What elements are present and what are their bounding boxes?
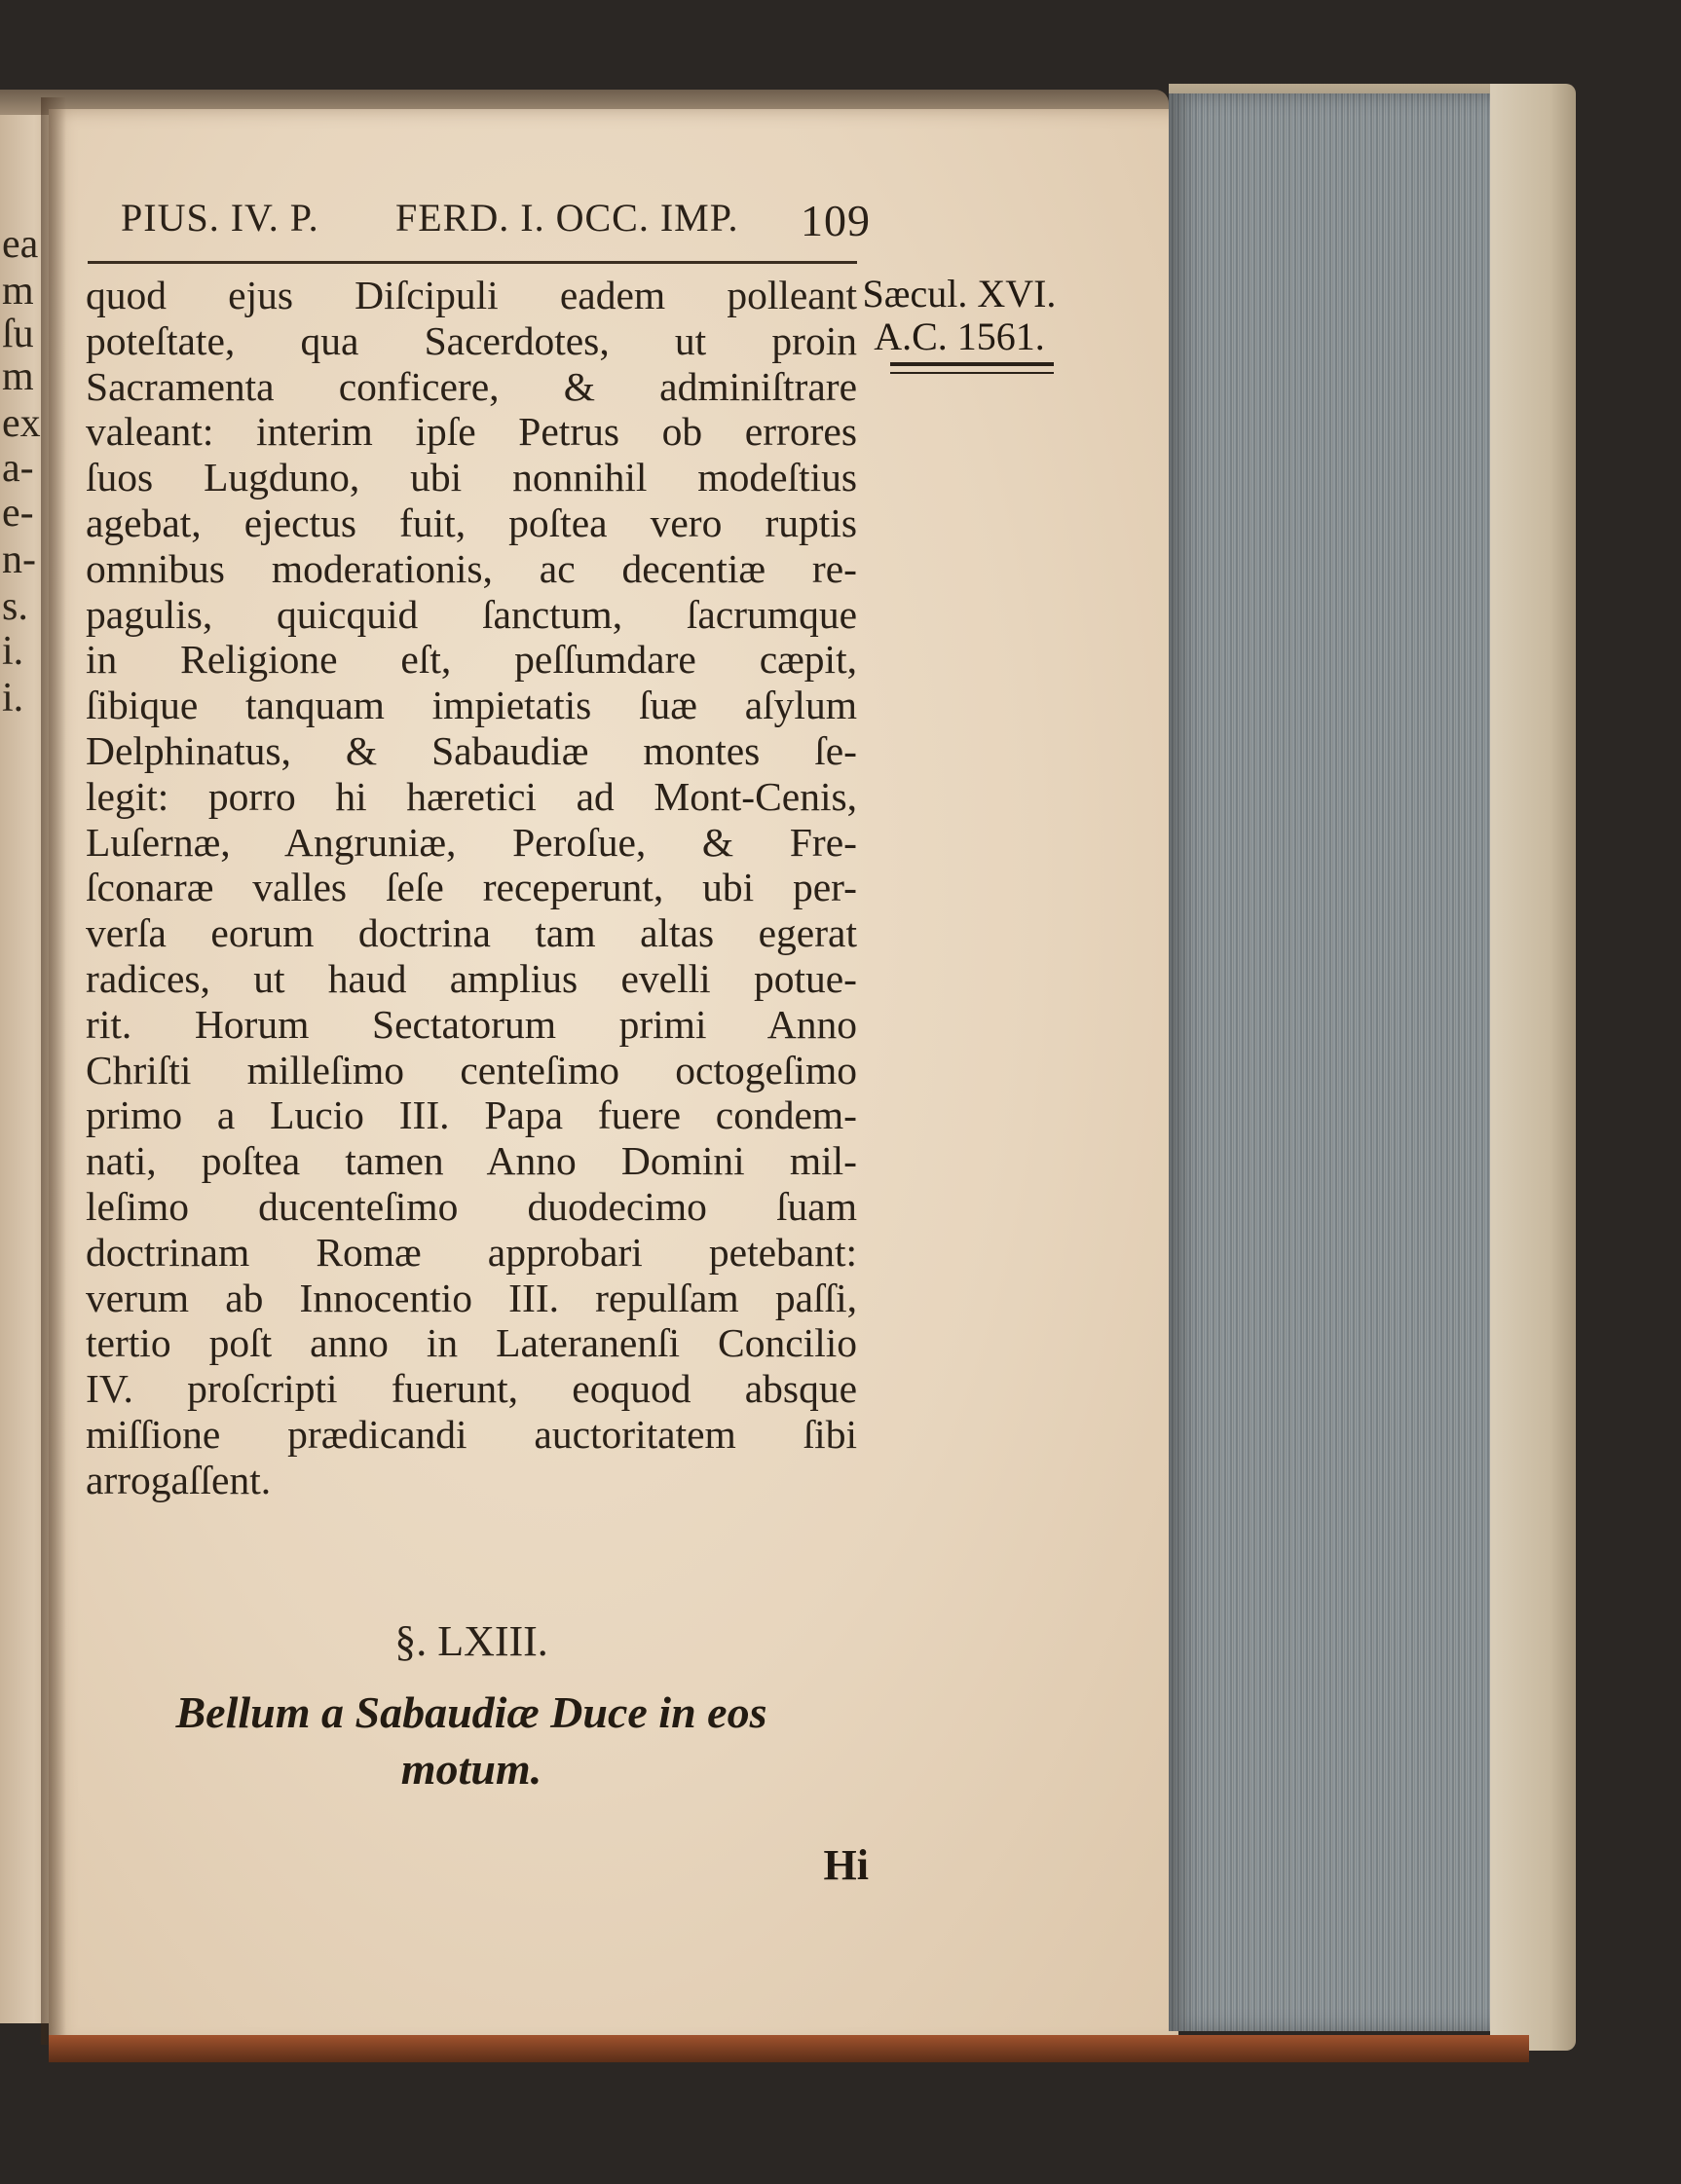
body-line: verſa eorum doctrina tam altas egerat [86,910,857,956]
left-page-fragment: a- [2,446,34,491]
left-page-fragment: i. [2,676,24,721]
body-line: arrogaſſent. [86,1457,272,1502]
running-head-emperor: FERD. I. OCC. IMP. [395,196,739,240]
section-title [86,1684,857,1797]
body-line: agebat, ejectus fuit, poſtea vero ruptis [86,500,857,545]
book-cover-bottom [49,2035,1529,2062]
catchword: Hi [823,1841,869,1889]
body-line: valeant: interim ipſe Petrus ob errores [86,409,857,455]
left-page-fragment: i. [2,629,24,674]
body-line: quod ejus Diſcipuli eadem polleant [86,273,857,317]
section-number: §. LXIII. [394,1617,548,1665]
running-head-pope: PIUS. IV. P. [121,196,319,240]
body-line: IV. proſcripti fuerunt, eoquod absque [86,1366,857,1412]
body-line: pagulis, quicquid ſanctum, ſacrumque [86,591,857,637]
body-text [86,273,857,1503]
body-line: nati, poſtea tamen Anno Domini mil- [86,1138,857,1184]
left-page-fragment: m [2,269,34,314]
body-line: Sacramenta conficere, & adminiſtrare [86,363,857,409]
page-number: 109 [801,196,871,245]
body-line: miſſione prædicandi auctoritatem ſibi [86,1411,857,1457]
body-line: omnibus moderationis, ac decentiæ re- [86,545,857,591]
left-page-fragment: ex [2,401,41,446]
body-line: leſimo ducenteſimo duodecimo ſuam [86,1183,857,1229]
body-line: in Religione eſt, peſſumdare cæpit, [86,637,857,683]
body-line: radices, ut haud amplius evelli potue- [86,955,857,1001]
left-page-fragment: s. [2,584,28,629]
margin-note-century: Sæcul. XVI. [862,272,1057,315]
body-line: Luſernæ, Angruniæ, Peroſue, & Fre- [86,819,857,865]
section-title-line: Bellum a Sabaudiæ Duce in eos [175,1687,767,1737]
body-line: ſibique tanquam impietatis ſuæ aſylum [86,683,857,728]
body-line: ſuos Lugduno, ubi nonnihil modeſtius [86,455,857,500]
body-line: legit: porro hi hæretici ad Mont-Cenis, [86,773,857,819]
left-page-fragment: ſu [2,312,34,356]
body-line: Delphinatus, & Sabaudiæ montes ſe- [86,727,857,773]
left-page-fragment: ea [2,222,39,267]
margin-note-rule [890,372,1054,374]
body-line: doctrinam Romæ approbari petebant: [86,1229,857,1275]
left-page-fragment: m [2,354,34,399]
body-line: Chriſti milleſimo centeſimo octogeſimo [86,1047,857,1092]
section-title-line: motum. [400,1744,542,1794]
body-line: verum ab Innocentio III. repulſam paſſi, [86,1275,857,1320]
body-line: poteſtate, qua Sacerdotes, ut proin [86,317,857,363]
body-line: ſconaræ valles ſeſe receperunt, ubi per- [86,865,857,910]
book-cover [1490,84,1576,2051]
spine-shadow [41,97,66,2045]
margin-note-rule [890,362,1054,366]
margin-note [857,273,1062,374]
left-page-fragment: n- [2,537,36,582]
running-head [121,195,871,253]
left-page-fragment: e- [2,491,34,536]
body-line: primo a Lucio III. Papa fuere condem- [86,1092,857,1138]
body-line: tertio poſt anno in Lateranenſi Concilio [86,1320,857,1366]
body-line: rit. Horum Sectatorum primi Anno [86,1001,857,1047]
margin-note-year: A.C. 1561. [874,315,1045,358]
header-rule [88,261,857,264]
page-fore-edge [1169,93,1500,2031]
